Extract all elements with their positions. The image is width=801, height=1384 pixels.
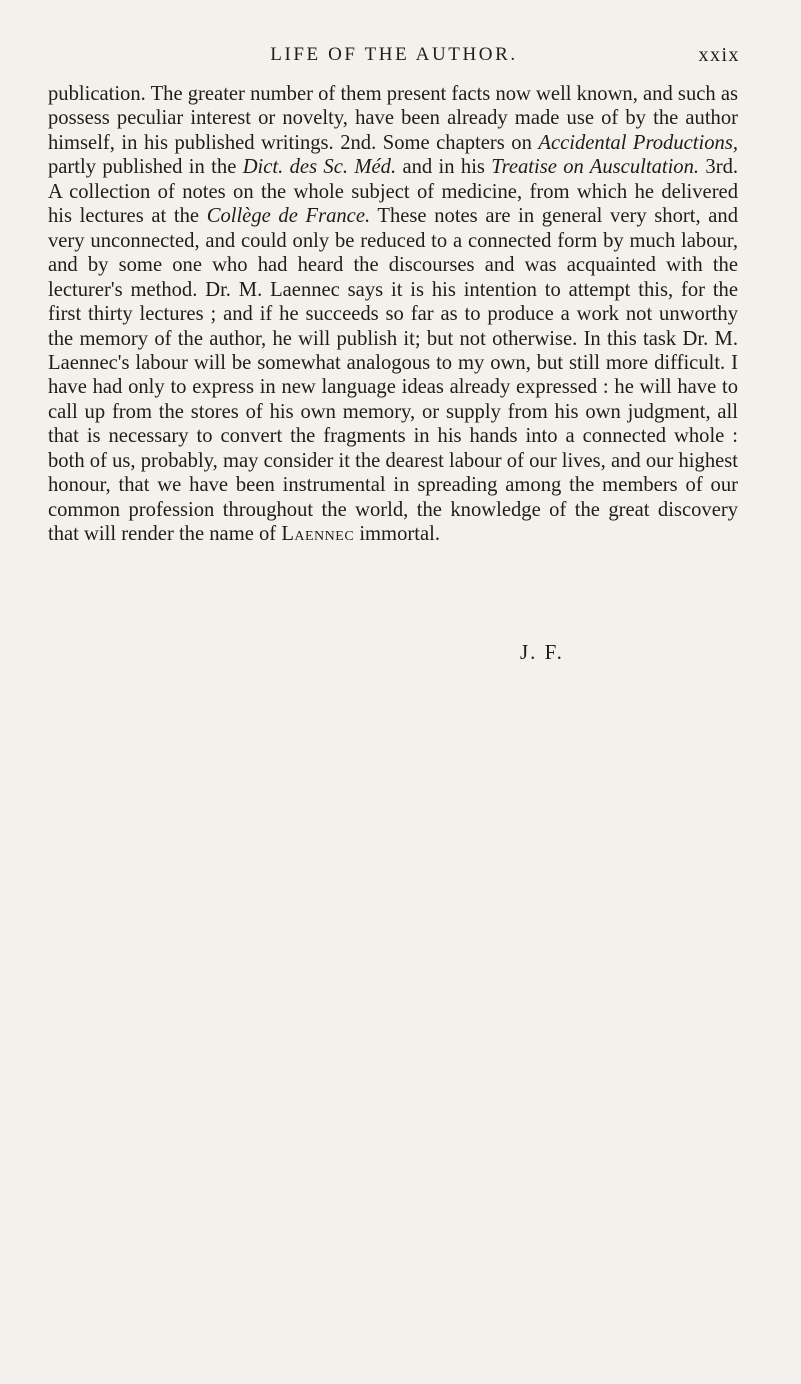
text-run: 3rd. A collection of notes on the whole subject of medicine, from which he delivered his lectures at the [48, 156, 739, 228]
italic-college-de-france: Collège de France. [206, 205, 371, 228]
page-number: xxix [698, 44, 740, 66]
italic-title-dict-des-sc-med: Dict. des Sc. Méd. [242, 156, 397, 179]
running-title: LIFE OF THE AUTHOR. [270, 44, 518, 65]
text-run: These notes are in general very short, and very unconnected, and could only be reduced to a connected form by much labour, and by some one who had heard the discourses and was acquainted with the lecturer's method. Dr. M. Laennec says it is his intention to attempt this, for the first thirty lectures ; and if he succeeds so far as to produce a work not unworthy the memory of the author, he will publish it; but not otherwise. In this task Dr. M. Laennec's labour will be somewhat analogous to my own, but still more difficult. I have had only to express in new language ideas already expressed : he will have to call up from the stores of his own memory, or supply from his own judgment, all that is necessary to convert the fragments in his hands into a connected whole : both of us, probably, may consider it the dearest labour of our lives, and our highest honour, that we have been instrumental in spreading among the members of our common profession throughout the world, the knowledge of the great discovery that will render the name of [48, 205, 739, 546]
small-caps-laennec: Laennec [281, 523, 355, 546]
italic-title-accidental-productions: Accidental Productions, [538, 131, 738, 154]
text-run: publication. The greater number of them present facts now well known, and such as possess peculiar interest or novelty, have been already made use of by the author himself, in his published writings. 2nd. Some chapters on [48, 83, 738, 154]
signature-initials: J. F. [520, 640, 564, 664]
text-run: immortal. [354, 523, 440, 546]
body-paragraph [48, 82, 738, 547]
italic-title-treatise: Treatise on Auscultation. [491, 156, 700, 179]
running-head [48, 44, 740, 70]
text-run: and in his [396, 156, 492, 179]
text-run: partly published in the [48, 156, 243, 179]
